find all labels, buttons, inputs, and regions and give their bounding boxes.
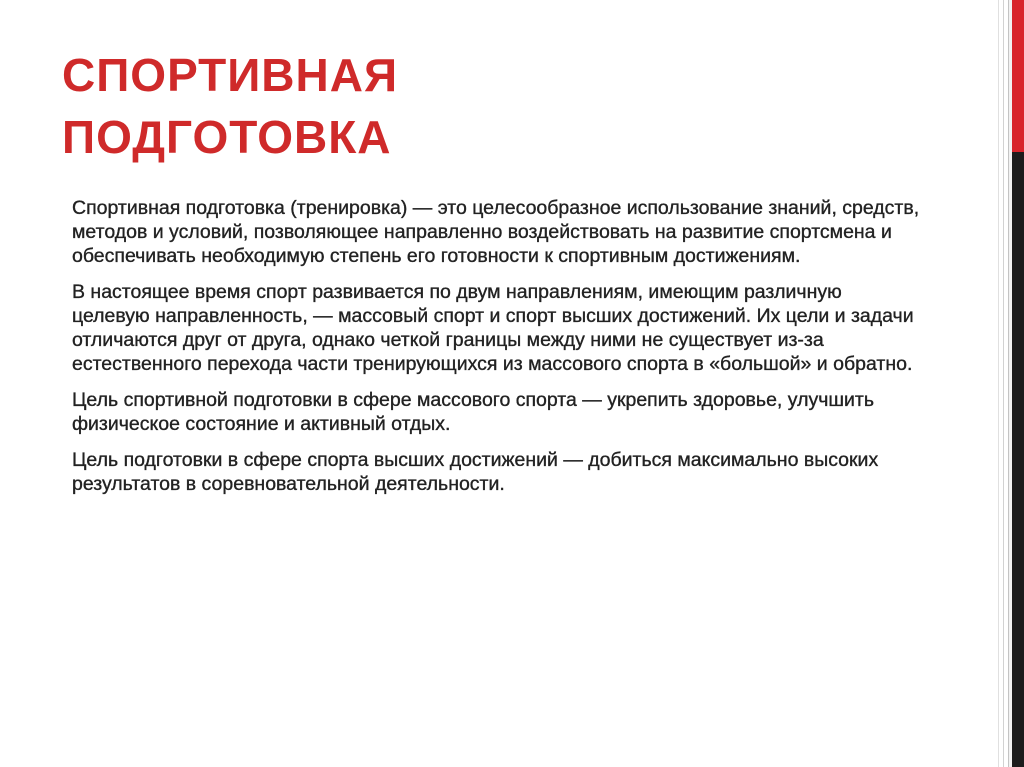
slide-title [62,44,942,168]
paragraph-definition: Спортивная подготовка (тренировка) — это целесообразное использование знаний, средств, методов и условий, позволяющее направленно воздействовать на развитие спортсмена и обеспечивать необходимую степень его готовности к спортивным достижениям. [72,197,920,267]
edge-line [998,0,999,767]
accent-bar-red [1012,0,1024,152]
accent-bar-dark [1012,152,1024,767]
edge-line [1003,0,1004,767]
slide-title-line-2: ПОДГОТОВКА [62,111,392,163]
edge-line [1008,0,1009,767]
paragraph-elite-sport-goal: Цель подготовки в сфере спорта высших достижений — добиться максимально высоких результатов в соревновательной деятельности. [72,449,879,495]
slide-title-line-1: СПОРТИВНАЯ [62,49,399,101]
paragraph-mass-sport-goal: Цель спортивной подготовки в сфере массового спорта — укрепить здоровье, улучшить физическое состояние и активный отдых. [72,389,874,435]
paragraph-directions: В настоящее время спорт развивается по двум направлениям, имеющим различную целевую направленность, — массовый спорт и спорт высших достижений. Их цели и задачи отличаются друг от друга, однако четкой границы между ними не существует из-за естественного перехода части тренирующихся из массового спорта в «большой» и обратно. [72,281,914,375]
slide-body [72,196,922,508]
